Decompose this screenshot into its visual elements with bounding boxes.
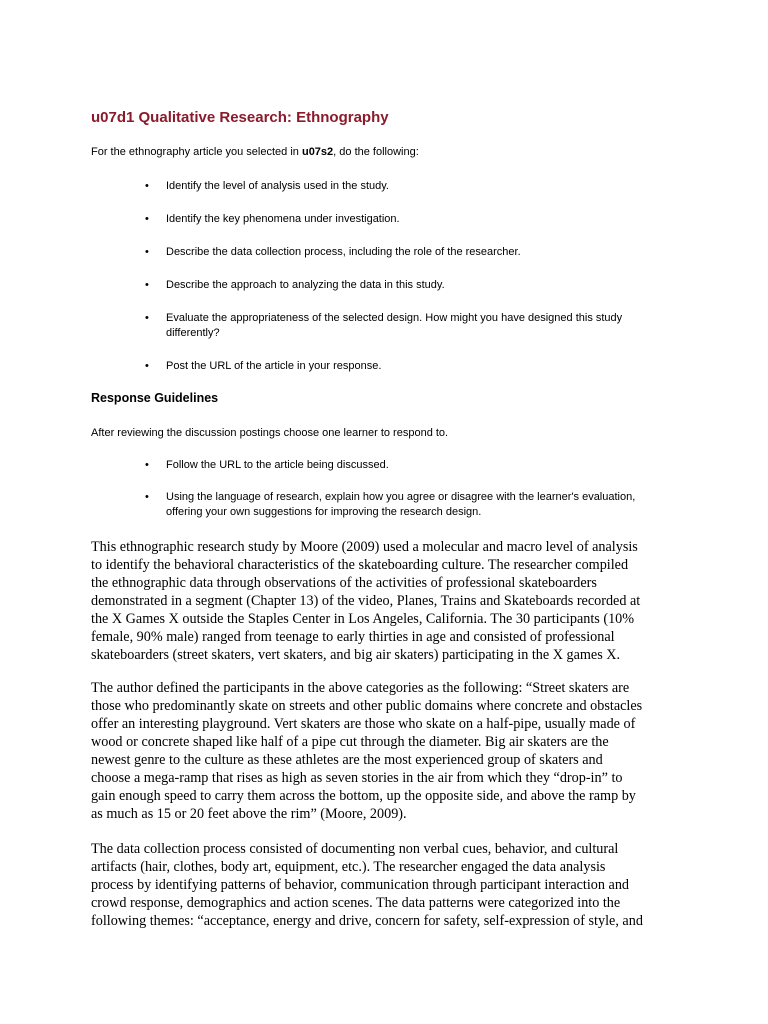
- response-paragraph: The author defined the participants in the above categories as the following: “Street skaters are those who predominantly skate on streets and other public domains where concrete and obstacles offer an interesting playground. Vert skaters are those who skate on a half-pipe, usually made of wood or concrete shaped like half of a pipe cut through the diameter. Big air skaters are the newest genre to the culture as these athletes are the most experienced group of skaters and choose a mega-ramp that rises as high as seven stories in the air from which they “drop-in” to gain enough speed to carry them across the bottom, up the opposite side, and above the ramp by as much as 15 or 20 feet above the rim” (Moore, 2009).: [91, 680, 643, 822]
- page-title: u07d1 Qualitative Research: Ethnography: [91, 109, 389, 126]
- response-paragraph: This ethnographic research study by Moore (2009) used a molecular and macro level of analysis to identify the behavioral characteristics of the skateboarding culture. The researcher compiled the ethnographic data through observations of the activities of professional skateboarders demonstrated in a segment (Chapter 13) of the video, Planes, Trains and Skateboards recorded at the X Games X outside the Staples Center in Los Angeles, California. The 30 participants (10% female, 90% male) ranged from teenage to early thirties in age and consisted of professional skateboarders (street skaters, vert skaters, and big air skaters) participating in the X games X.: [91, 539, 641, 663]
- document-page: u07d1 Qualitative Research: Ethnography For the ethnography article you selected in u07s2, do the following: • Identify the level of analysis used in the study. • Identify the key phenomena under investigation. • Describe the data collection process, including the role of the researcher. • Describe the approach to analyzing the data in this study. • Evaluate the appropriateness of the selected design. How might you have designed this study differently? • Post the URL of the article in your response. Response Guidelines After reviewing the discussion postings choose one learner to respond to. • Follow the URL to the article being discussed. • Using the language of research, explain how you agree or disagree with the learner's evaluation, offering your own suggestions for improving the research design. This ethnographic research study by Moore (2009) used a molecular and macro level of analysis to identify the behavioral characteristics of the skateboarding culture. The researcher compiled the ethnographic data through observations of the activities of professional skateboarders demonstrated in a segment (Chapter 13) of the video, Planes, Trains and Skateboards recorded at the X Games X outside the Staples Center in Los Angeles, California. The 30 participants (10% female, 90% male) ranged from teenage to early thirties in age and consisted of professional skateboarders (street skaters, vert skaters, and big air skaters) participating in the X games X. The author defined the participants in the above categories as the following: “Street skaters are those who predominantly skate on streets and other public domains where concrete and obstacles offer an interesting playground. Vert skaters are those who skate on a half-pipe, usually made of wood or concrete shaped like half of a pipe cut through the diameter. Big air skaters are the newest genre to the culture as these athletes are the most experienced group of skaters and choose a mega-ramp that rises as high as seven stories in the air from which they “drop-in” to gain enough speed to carry them across the bottom, up the opposite side, and above the ramp by as much as 15 or 20 feet above the rim” (Moore, 2009). The data collection process consisted of documenting non verbal cues, behavior, and cultural artifacts (hair, clothes, body art, equipment, etc.). The researcher engaged the data analysis process by identifying patterns of behavior, communication through participant interaction and crowd response, demographics and action scenes. The data patterns were categorized into the following themes: “acceptance, energy and drive, concern for safety, self-expression of style, and: [0, 0, 768, 1024]
- response-paragraph: The data collection process consisted of documenting non verbal cues, behavior, and cultural artifacts (hair, clothes, body art, equipment, etc.). The researcher engaged the data analysis process by identifying patterns of behavior, communication through participant interaction and crowd response, demographics and action scenes. The data patterns were categorized into the following themes: “acceptance, energy and drive, concern for safety, self-expression of style, and: [91, 841, 643, 929]
- section-heading: Response Guidelines: [91, 391, 219, 405]
- intro-after: , do the following:: [333, 146, 419, 158]
- bullet: •: [145, 246, 149, 258]
- guidelines-intro: After reviewing the discussion postings choose one learner to respond to.: [91, 427, 449, 439]
- bullet: •: [145, 459, 149, 471]
- intro-before: For the ethnography article you selected in: [91, 146, 302, 158]
- bullet: •: [145, 491, 149, 503]
- bullet: •: [145, 180, 149, 192]
- bullet: •: [145, 213, 149, 225]
- bullet: •: [145, 312, 149, 324]
- bullet: •: [145, 279, 149, 291]
- intro-course-code: u07s2: [301, 146, 334, 158]
- intro-text: [91, 145, 419, 160]
- bullet: •: [145, 360, 149, 372]
